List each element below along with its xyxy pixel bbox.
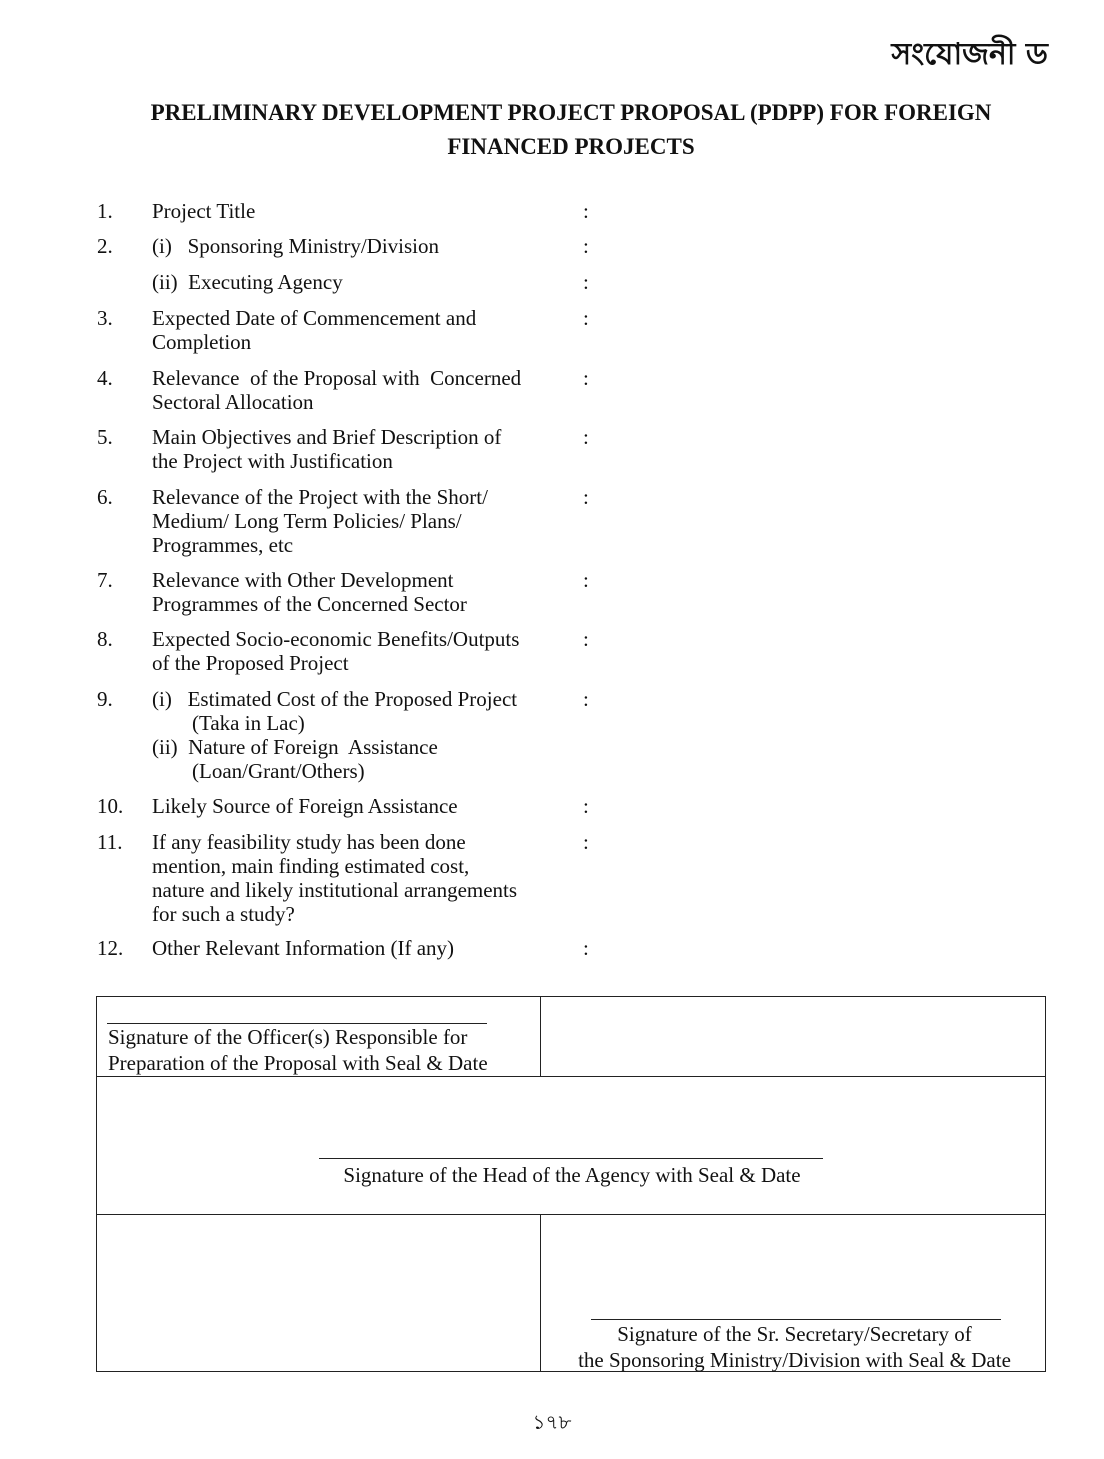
- item-number: 2.: [97, 234, 113, 258]
- item-colon: :: [583, 366, 589, 390]
- item-label-line: Relevance of the Proposal with Concerned: [152, 366, 522, 390]
- item-label-line: Programmes, etc: [152, 533, 294, 557]
- item-label-line: Other Relevant Information (If any): [152, 936, 455, 960]
- item-colon: :: [583, 936, 589, 960]
- secretary-signature-label: [542, 1321, 1047, 1373]
- item-label-line: Project Title: [152, 199, 256, 223]
- item-label: [152, 485, 572, 557]
- page-number: ১৭৮: [532, 1410, 572, 1434]
- item-label-line: Relevance with Other Development: [152, 568, 454, 592]
- item-label-line: Completion: [152, 330, 252, 354]
- item-colon: :: [583, 687, 589, 711]
- item-number: 4.: [97, 366, 113, 390]
- item-label-line: Expected Socio-economic Benefits/Outputs: [152, 627, 520, 651]
- item-colon: :: [583, 234, 589, 258]
- item-label: [152, 936, 572, 960]
- item-label-line: Main Objectives and Brief Description of: [152, 425, 502, 449]
- title-line-1: PRELIMINARY DEVELOPMENT PROJECT PROPOSAL (PDPP) FOR FOREIGN: [150, 100, 992, 125]
- item-label: [152, 830, 592, 926]
- item-label: [152, 687, 572, 783]
- page-title: [96, 96, 1046, 164]
- item-label-line: for such a study?: [152, 902, 295, 926]
- signature-label-line: Preparation of the Proposal with Seal & Date: [108, 1051, 488, 1075]
- item-colon: :: [583, 568, 589, 592]
- signature-label-line: the Sponsoring Ministry/Division with Seal & Date: [578, 1348, 1011, 1372]
- item-label-line: (Taka in Lac): [192, 711, 305, 735]
- item-label: [152, 794, 572, 818]
- item-label-line: Programmes of the Concerned Sector: [152, 592, 467, 616]
- item-colon: :: [583, 270, 589, 294]
- item-colon: :: [583, 794, 589, 818]
- item-label-line: nature and likely institutional arrangements: [152, 878, 518, 902]
- item-label: [152, 425, 572, 473]
- row-divider: [97, 1214, 1045, 1215]
- item-label-line: (Loan/Grant/Others): [192, 759, 365, 783]
- column-divider: [540, 997, 541, 1077]
- head-signature-label: Signature of the Head of the Agency with Seal & Date: [343, 1163, 801, 1187]
- item-number: 10.: [97, 794, 124, 818]
- item-number: 5.: [97, 425, 113, 449]
- item-number: 6.: [97, 485, 113, 509]
- item-colon: :: [583, 199, 589, 223]
- signature-label-line: Signature of the Sr. Secretary/Secretary of: [617, 1322, 972, 1346]
- signature-table: [96, 996, 1046, 1372]
- item-label: [152, 270, 572, 294]
- signature-line: [591, 1319, 1001, 1320]
- item-label-line: (i) Sponsoring Ministry/Division: [152, 234, 440, 258]
- item-number: 3.: [97, 306, 113, 330]
- signature-line: [319, 1158, 823, 1159]
- item-label: [152, 366, 572, 414]
- item-label-line: Sectoral Allocation: [152, 390, 314, 414]
- item-label: [152, 627, 572, 675]
- title-line-2: FINANCED PROJECTS: [447, 134, 695, 159]
- item-label-line: (i) Estimated Cost of the Proposed Project: [152, 687, 518, 711]
- item-colon: :: [583, 306, 589, 330]
- signature-label-line: Signature of the Officer(s) Responsible for: [108, 1025, 468, 1049]
- item-colon: :: [583, 425, 589, 449]
- item-label: [152, 306, 572, 354]
- item-label-line: mention, main finding estimated cost,: [152, 854, 470, 878]
- item-number: 9.: [97, 687, 113, 711]
- item-colon: :: [583, 627, 589, 651]
- item-number: 7.: [97, 568, 113, 592]
- item-label: [152, 568, 572, 616]
- item-label-line: Likely Source of Foreign Assistance: [152, 794, 458, 818]
- item-label-line: Medium/ Long Term Policies/ Plans/: [152, 509, 462, 533]
- item-label-line: If any feasibility study has been done: [152, 830, 466, 854]
- item-label-line: Expected Date of Commencement and: [152, 306, 477, 330]
- officer-signature-label: [108, 1024, 538, 1076]
- item-label-line: the Project with Justification: [152, 449, 393, 473]
- item-colon: :: [583, 485, 589, 509]
- row-divider: [97, 1076, 1045, 1077]
- item-label-line: of the Proposed Project: [152, 651, 349, 675]
- item-number: 11.: [97, 830, 123, 854]
- item-number: 1.: [97, 199, 113, 223]
- item-colon: :: [583, 830, 589, 854]
- item-label-line: Relevance of the Project with the Short/: [152, 485, 488, 509]
- item-label: [152, 199, 572, 223]
- item-number: 12.: [97, 936, 124, 960]
- item-label-line: (ii) Executing Agency: [152, 270, 343, 294]
- annex-label: সংযোজনী ড: [891, 37, 1048, 72]
- column-divider: [540, 1214, 541, 1372]
- item-number: 8.: [97, 627, 113, 651]
- item-label-line: (ii) Nature of Foreign Assistance: [152, 735, 438, 759]
- item-label: [152, 234, 572, 258]
